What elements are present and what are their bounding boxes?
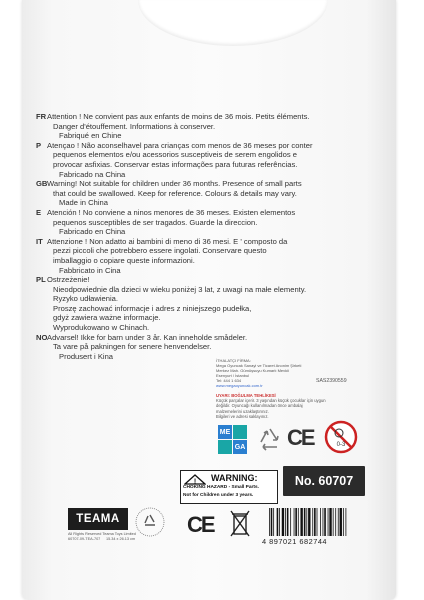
age-warning-icon <box>324 420 358 454</box>
warning-block-gb <box>36 179 381 208</box>
mega-logo-br: GA <box>233 440 247 454</box>
barcode-bar <box>340 508 342 536</box>
barcode <box>268 508 370 536</box>
teama-logo: TEAMA <box>68 508 128 530</box>
warning-line: Fabricado en China <box>59 227 126 237</box>
barcode-bar <box>287 508 289 536</box>
warning-line: Made in China <box>59 198 108 208</box>
warning-line: Nieodpowiednie dla dzieci w wieku poniżej 3 lat, z uwagi na małe elementy. <box>53 284 307 294</box>
barcode-bar <box>343 508 344 536</box>
warning-line: pezzi piccoli che potrebbero essere ingolati. Conservare questo <box>53 246 267 256</box>
barcode-bar <box>323 508 324 536</box>
barcode-bar <box>271 508 273 536</box>
warning-line: Ryzyko udławienia. <box>53 294 118 304</box>
language-code: NO <box>36 332 48 342</box>
language-code: GB <box>36 179 48 189</box>
importer-line: Merkez Mah. Gümüşsuyu Kumarlı Mevkii <box>216 368 289 373</box>
turkish-warning <box>216 393 326 419</box>
barcode-bar <box>338 508 339 536</box>
warning-line: Ta vare på pakningen for senere henvendelser. <box>53 342 212 352</box>
barcode-bar <box>328 508 329 536</box>
sas-code: SAS2390559 <box>316 378 347 384</box>
turkish-warning-line: Bilgileri ve adresi saklayınız. <box>216 413 269 419</box>
dimensions: 15.34 x 26.13 cm <box>106 537 136 541</box>
warning-line: Atención ! No conviene a ninos menores de 36 meses. Existen elementos <box>47 207 296 217</box>
warning-line: Proszę zachować informacje i adres z niniejszego pudełka, <box>53 303 252 313</box>
recyclable-seal-icon <box>134 506 166 538</box>
importer-line: Tel: 444 1 634 <box>216 378 242 383</box>
barcode-bar <box>304 508 306 536</box>
warning-line: Atençao ! Não aconselhavel para crianças com menos de 36 meses por conter <box>47 140 313 150</box>
ce-mark: CE <box>187 512 214 537</box>
warning-line: imballaggio o copiare queste informazioni. <box>53 255 195 265</box>
svg-text:!: ! <box>193 478 197 485</box>
importer-line: İTHALATÇI FİRMA: <box>216 358 251 363</box>
warning-block-p <box>36 141 381 179</box>
warning-line: CHOKING HAZARD - Small Parts. <box>183 485 259 490</box>
warning-line: pequenos susceptibles de ser tragados. Guarde la direccion. <box>53 217 258 227</box>
mega-logo <box>218 425 248 455</box>
warning-line: that could be swallowed. Keep for reference. Colours & details may vary. <box>53 188 297 198</box>
language-code: P <box>36 140 42 150</box>
warning-block-it <box>36 237 381 275</box>
turkish-warning-heading: UYARI: BOĞULMA TEHLİKESİ <box>216 393 276 398</box>
barcode-bar <box>282 508 284 536</box>
warning-line: Wyprodukowano w Chinach. <box>53 323 150 333</box>
warning-line: Fabriqué en Chine <box>59 131 122 141</box>
warning-line: Attention ! Ne convient pas aux enfants de moins de 36 mois. Petits éléments. <box>47 112 310 121</box>
barcode-bar <box>314 508 316 536</box>
recycle-icon <box>255 425 285 455</box>
warning-line: Advarsel! Ikke for barn under 3 år. Kan inneholde smådeler. <box>47 332 248 342</box>
barcode-bar <box>333 508 334 536</box>
barcode-bar <box>324 508 326 536</box>
barcode-bar <box>290 508 291 536</box>
language-code: E <box>36 207 42 217</box>
barcode-bar <box>329 508 331 536</box>
barcode-bar <box>298 508 299 536</box>
barcode-bar <box>308 508 310 536</box>
age-warning-label: 0-3 <box>336 442 346 448</box>
multilingual-warnings <box>36 112 381 361</box>
mega-logo-tr <box>233 425 247 439</box>
item-number: No. 60707 <box>283 466 365 496</box>
turkish-warning-line: değildir. Oyuncağı kullanılmadan önce ambalaj <box>216 403 303 409</box>
language-code: IT <box>36 236 43 246</box>
mega-logo-tl: ME <box>218 425 232 439</box>
warning-block-pl <box>36 275 381 333</box>
barcode-bar <box>300 508 302 536</box>
warning-line: gdyż zawiera ważne informacje. <box>53 313 161 323</box>
ce-mark: CE <box>287 425 314 450</box>
importer-line: Mega Oyuncak Sanayi ve Ticaret Anonim Şirketi <box>216 363 302 368</box>
barcode-bar <box>306 508 307 536</box>
barcode-bar <box>346 508 347 536</box>
barcode-bar <box>294 508 295 536</box>
barcode-bar <box>335 508 336 536</box>
barcode-bar <box>320 508 321 536</box>
barcode-bar <box>285 508 286 536</box>
barcode-bar <box>277 508 279 536</box>
warning-triangle-icon <box>184 474 206 485</box>
warning-block-e <box>36 208 381 237</box>
language-code: PL <box>36 275 46 285</box>
importer-website: www.megaoyuncak.com.tr <box>216 383 263 388</box>
barcode-number: 4 897021 682744 <box>262 537 328 546</box>
barcode-bar <box>269 508 270 536</box>
copyright-line: 60707-09-TEA-707 <box>68 537 101 541</box>
warning-line: Not for Children under 3 years. <box>183 493 254 498</box>
barcode-bar <box>312 508 313 536</box>
mega-logo-bl-bg <box>218 440 232 454</box>
warning-line: provocar asfixias. Conservar estas informações para futuras referências. <box>53 159 298 169</box>
barcode-bar <box>317 508 318 536</box>
warning-line: Fabbricato in Cina <box>59 265 121 275</box>
hang-hole <box>138 0 328 46</box>
warning-line: Attenzione ! Non adatto ai bambini di meno di 36 mesi. E ' composto da <box>47 236 288 246</box>
importer-line: Esenyurt / İstanbul <box>216 373 250 378</box>
warning-line: Warning! Not suitable for children under 36 months. Presence of small parts <box>47 179 302 189</box>
warning-line: Danger d'étouffement. Informations à conserver. <box>53 121 216 131</box>
warning-line: Ostrzeżenie! <box>47 275 90 285</box>
turkish-warning-line: Küçük parçalar içerir. 3 yaşından küçük çocuklar için uygun <box>216 398 326 404</box>
warning-block-fr <box>36 112 381 141</box>
warning-line: Produsert i Kina <box>59 351 114 361</box>
turkish-warning-line: malzemelerini uzaklaştırınız. <box>216 408 269 414</box>
language-code: FR <box>36 112 47 121</box>
barcode-bar <box>273 508 274 536</box>
choking-warning-box <box>180 470 278 504</box>
warning-line: Fabricado na China <box>59 169 126 179</box>
waste-bin-icon <box>228 508 252 538</box>
barcode-bar <box>279 508 280 536</box>
copyright-line: All Rights Reserved Teama Toys Limited <box>68 532 136 536</box>
barcode-bar <box>295 508 297 536</box>
warning-line: pequenos elementos e/ou acessorios susceptiveis de serem engolidos e <box>53 150 297 160</box>
warning-title: WARNING: <box>211 473 258 483</box>
